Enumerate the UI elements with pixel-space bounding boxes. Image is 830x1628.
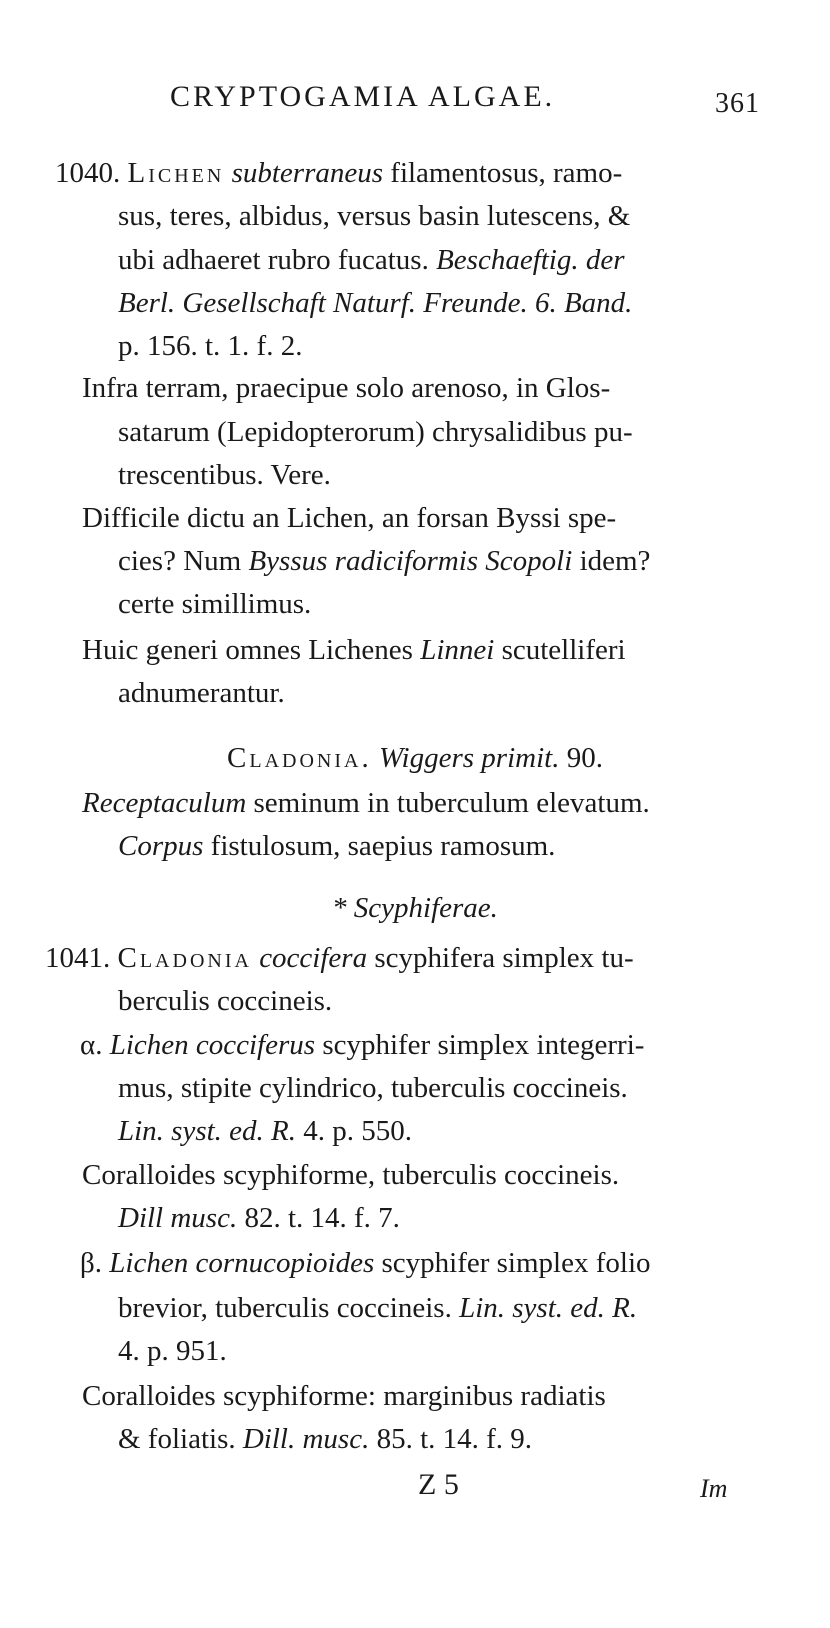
synonym-line-4 (118, 1421, 532, 1457)
running-header (170, 80, 770, 130)
note-text: scutelliferi (501, 634, 626, 666)
genus-heading (0, 740, 830, 776)
habitat-line-1: Infra terram, praecipue solo arenoso, in Glos- (82, 372, 611, 404)
entry-number: 1041. (45, 942, 111, 974)
catchword: Im (700, 1474, 728, 1503)
reference-number: 85. t. 14. f. 9. (376, 1423, 533, 1455)
genus-name: Lichen (127, 157, 225, 189)
entry-1040-line-4: Berl. Gesellschaft Naturf. Freunde. 6. Band. (118, 287, 633, 319)
term: Corpus (118, 830, 204, 862)
author-name: Linnei (420, 634, 495, 666)
observation-line-2 (118, 543, 650, 579)
variety-mark: α. (80, 1029, 103, 1061)
page-number: 361 (715, 88, 760, 119)
entry-1040-line-2: sus, teres, albidus, versus basin lutescens, & (118, 200, 631, 232)
variety-alpha-line-3 (118, 1113, 412, 1149)
reference-text: Wiggers primit. (378, 742, 560, 774)
synonym-name: Lichen cornucopioides (109, 1247, 375, 1279)
character-text: fistulosum, saepius ramosum. (210, 830, 556, 862)
reference-number: 4. p. 550. (303, 1115, 413, 1147)
description-text: scyphifer simplex integerri- (322, 1029, 645, 1061)
description-text: filamentosus, ramo- (390, 157, 623, 189)
observation-text: cies? Num (118, 545, 242, 577)
variety-beta-line-3: 4. p. 951. (118, 1335, 227, 1367)
variety-beta-line-1 (80, 1245, 651, 1281)
genus-name: Cladonia. (227, 742, 372, 774)
section-heading: * Scyphiferae. (332, 892, 498, 924)
reference-text: Dill. musc. (242, 1423, 370, 1455)
habitat-line-3: trescentibus. Vere. (118, 459, 331, 491)
synonym-name: Lichen cocciferus (109, 1029, 316, 1061)
variety-alpha-line-2: mus, stipite cylindrico, tuberculis coccineis. (118, 1072, 628, 1104)
genus-character-line-2 (118, 828, 555, 864)
description-text: & foliatis. (118, 1423, 236, 1455)
entry-1040-line-5: p. 156. t. 1. f. 2. (118, 330, 303, 362)
species-reference: Byssus radiciformis Scopoli (248, 545, 573, 577)
description-text: scyphifer simplex folio (381, 1247, 651, 1279)
entry-1040-line-1 (55, 155, 622, 191)
observation-line-3: certe simillimus. (118, 588, 312, 620)
entry-1040-line-3 (118, 242, 625, 278)
description-text: ubi adhaeret rubro fucatus. (118, 244, 429, 276)
genus-character-line-1 (82, 785, 650, 821)
variety-alpha-line-1 (80, 1027, 644, 1063)
description-text: scyphifera simplex tu- (374, 942, 634, 974)
signature-mark: Z 5 (418, 1468, 459, 1501)
variety-mark: β. (80, 1247, 103, 1279)
observation-text: idem? (579, 545, 651, 577)
term: Receptaculum (82, 787, 247, 819)
genus-note-line-1 (82, 632, 626, 668)
species-name: subterraneus (231, 157, 384, 189)
reference-text: Beschaeftig. der (436, 244, 625, 276)
habitat-line-2: satarum (Lepidopterorum) chrysalidibus pu- (118, 416, 633, 448)
reference-text: Lin. syst. ed. R. (118, 1115, 297, 1147)
note-text: Huic generi omnes Lichenes (82, 634, 413, 666)
synonym-line-3: Coralloides scyphiforme: marginibus radiatis (82, 1380, 606, 1412)
variety-beta-line-2 (118, 1290, 637, 1326)
reference-text: Lin. syst. ed. R. (459, 1292, 638, 1324)
entry-1041-line-2: berculis coccineis. (118, 985, 333, 1017)
reference-number: 90. (566, 742, 603, 774)
synonym-line-2 (118, 1200, 400, 1236)
genus-name: Cladonia (117, 942, 252, 974)
running-title: CRYPTOGAMIA ALGAE. (170, 80, 556, 113)
observation-line-1: Difficile dictu an Lichen, an forsan Byssi spe- (82, 502, 617, 534)
character-text: seminum in tuberculum elevatum. (253, 787, 650, 819)
entry-1041-line-1 (45, 940, 634, 976)
species-name: coccifera (259, 942, 368, 974)
description-text: brevior, tuberculis coccineis. (118, 1292, 452, 1324)
genus-note-line-2: adnumerantur. (118, 677, 285, 709)
entry-number: 1040. (55, 157, 121, 189)
reference-number: 82. t. 14. f. 7. (244, 1202, 400, 1234)
synonym-line-1: Coralloides scyphiforme, tuberculis coccineis. (82, 1159, 620, 1191)
reference-text: Dill musc. (118, 1202, 238, 1234)
